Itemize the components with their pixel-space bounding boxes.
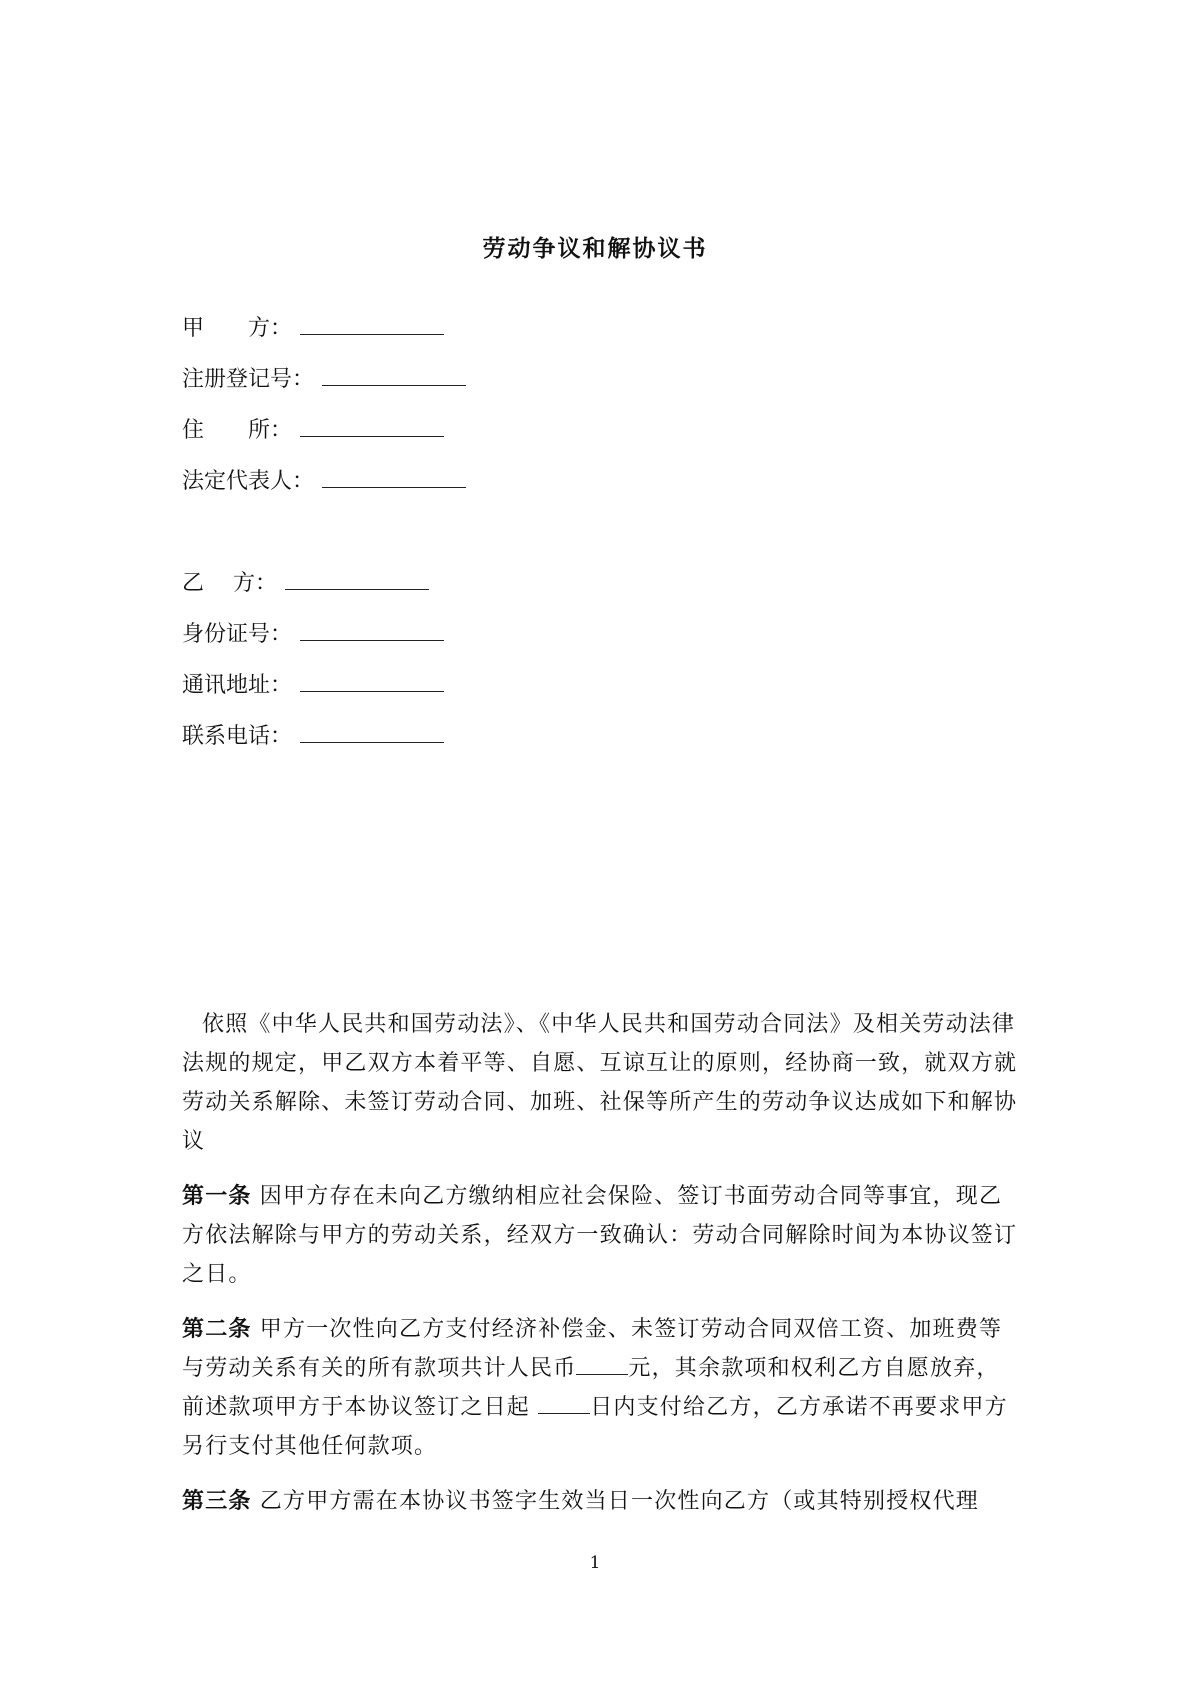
party-a-name-label: 甲 方： [182, 316, 293, 341]
party-b-address-label: 通讯地址： [182, 673, 293, 698]
amount-blank[interactable] [576, 1356, 628, 1375]
party-a-address-blank[interactable] [300, 416, 444, 437]
clause-2-heading: 第二条 [182, 1316, 252, 1342]
party-a-rep-label: 法定代表人： [182, 469, 315, 494]
clause-2 [182, 1310, 1022, 1466]
document-title: 劳动争议和解协议书 [482, 235, 708, 262]
party-a-reg-blank[interactable] [322, 365, 466, 386]
clause-1-heading: 第一条 [182, 1183, 252, 1209]
party-b-phone-blank[interactable] [300, 722, 444, 743]
party-a-name-field [182, 314, 444, 344]
party-b-id-field [182, 620, 444, 650]
clause-1 [182, 1177, 1022, 1294]
clause-3 [182, 1482, 1022, 1521]
days-blank[interactable] [538, 1395, 590, 1414]
party-b-phone-label: 联系电话： [182, 724, 293, 749]
party-a-rep-field [182, 467, 466, 497]
party-b-phone-field [182, 722, 444, 752]
party-a-name-blank[interactable] [300, 314, 444, 335]
party-a-address-field [182, 416, 444, 446]
party-b-id-label: 身份证号： [182, 622, 293, 647]
clause-2-text-b: 元，其余款项和权利乙方自愿放弃，前述款项甲方于本协议签订之日起 [182, 1356, 1000, 1420]
party-b-address-blank[interactable] [300, 671, 444, 692]
party-a-address-label: 住 所： [182, 418, 293, 443]
clause-2-text-a: 甲方一次性向乙方支付经济补偿金、未签订劳动合同双倍工资、加班费等与劳动关系有关的所有款项共计人民币 [182, 1317, 1003, 1381]
party-b-name-blank[interactable] [285, 569, 429, 590]
party-b-id-blank[interactable] [300, 620, 444, 641]
clause-1-text: 因甲方存在未向乙方缴纳相应社会保险、签订书面劳动合同等事宜，现乙方依法解除与甲方的劳动关系，经双方一致确认：劳动合同解除时间为本协议签订之日。 [182, 1184, 1018, 1287]
party-a-reg-label: 注册登记号： [182, 367, 315, 392]
clause-3-heading: 第三条 [182, 1488, 252, 1514]
intro-paragraph: 依照《中华人民共和国劳动法》、《中华人民共和国劳动合同法》及相关劳动法律法规的规定，甲乙双方本着平等、自愿、互谅互让的原则，经协商一致，就双方就劳动关系解除、未签订劳动合同、加班、社保等所产生的劳动争议达成如下和解协议 [182, 1012, 1018, 1154]
party-b-name-field [182, 569, 429, 599]
clause-3-text: 乙方甲方需在本协议书签字生效当日一次性向乙方（或其特别授权代理 [251, 1489, 980, 1514]
party-a-reg-field [182, 365, 466, 395]
party-b-name-label: 乙 方： [182, 571, 277, 596]
party-a-rep-blank[interactable] [322, 467, 466, 488]
party-b-address-field [182, 671, 444, 701]
agreement-body [182, 1005, 1022, 1537]
page-number: 1 [589, 1553, 601, 1573]
clause-2-text-c: 日内支付给乙方，乙方承诺不再要求甲方另行支付其他任何款项。 [182, 1395, 1008, 1459]
